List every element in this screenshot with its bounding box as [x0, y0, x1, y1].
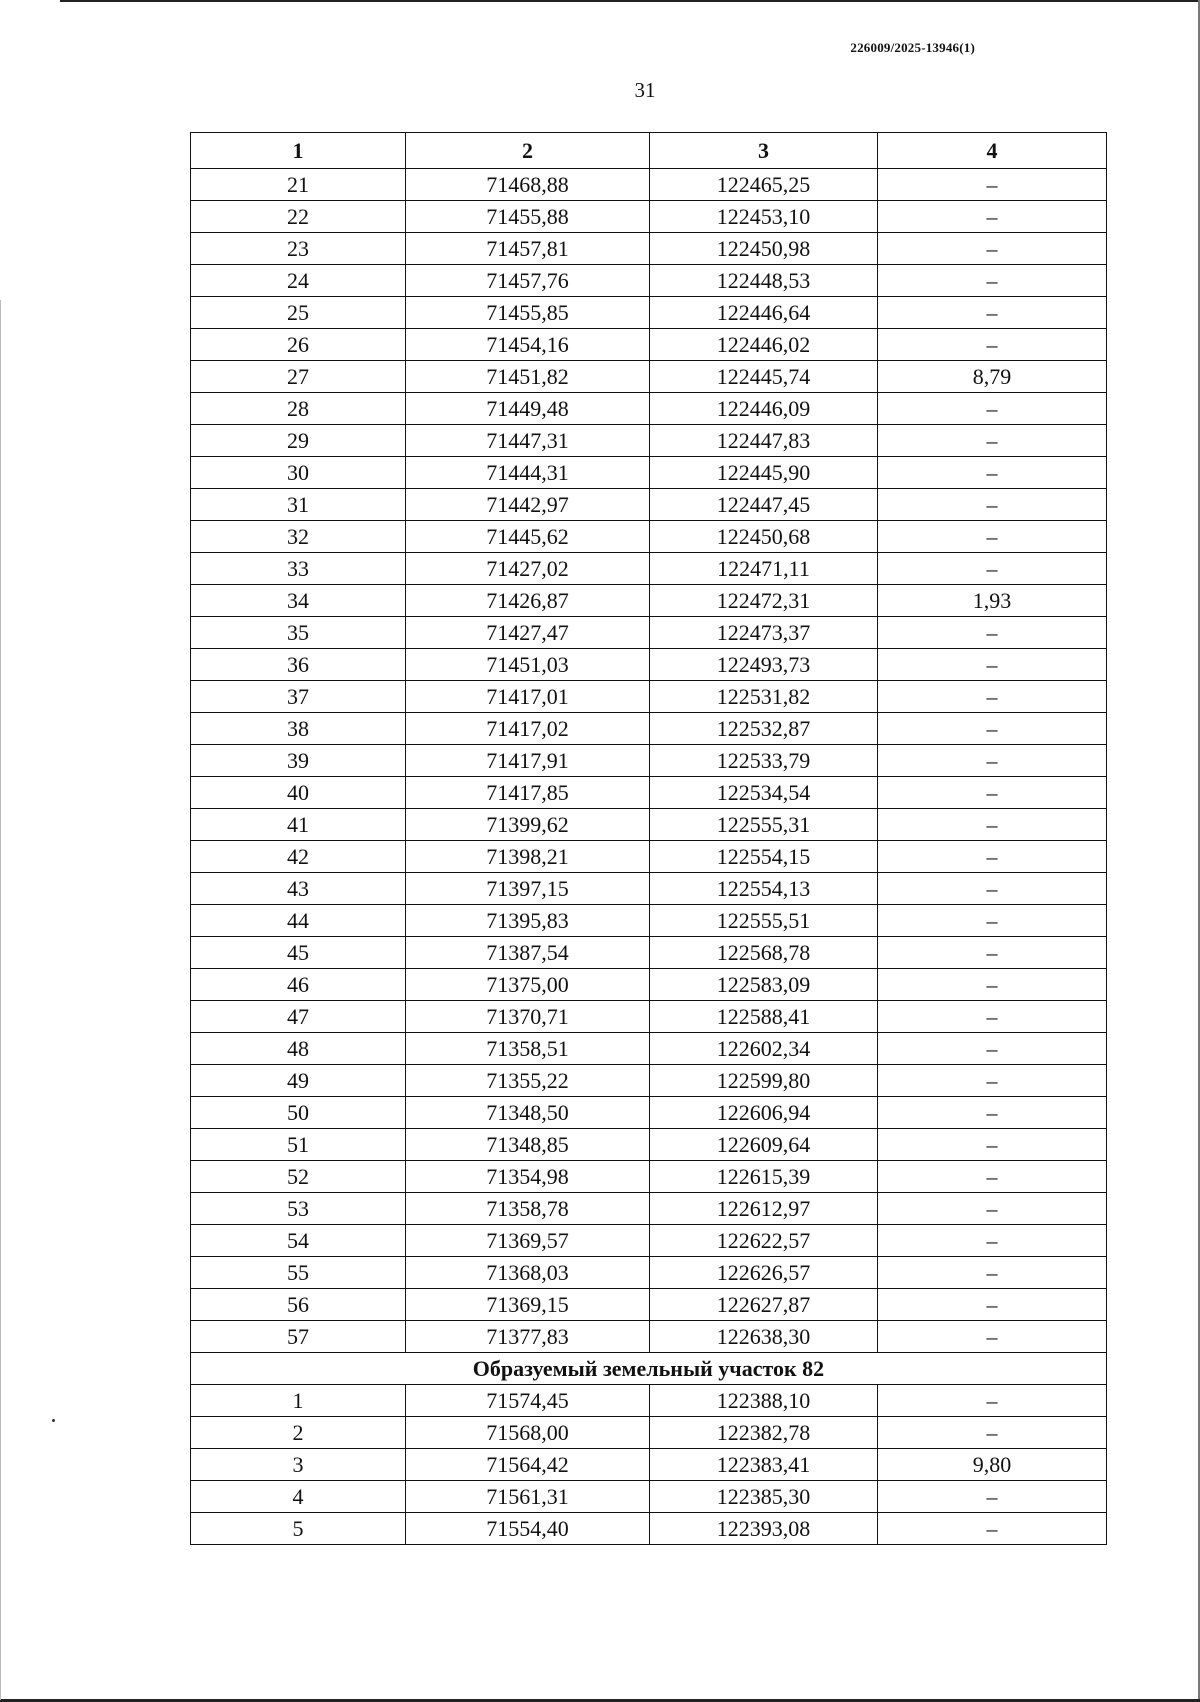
y-coordinate-cell: 122534,54	[650, 777, 878, 809]
table-row	[191, 1001, 1107, 1033]
distance-cell: –	[878, 745, 1107, 777]
distance-cell: 1,93	[878, 585, 1107, 617]
y-coordinate-cell: 122626,57	[650, 1257, 878, 1289]
distance-cell: –	[878, 1065, 1107, 1097]
point-number-cell: 34	[191, 585, 406, 617]
point-number-cell: 42	[191, 841, 406, 873]
y-coordinate-cell: 122393,08	[650, 1513, 878, 1545]
x-coordinate-cell: 71455,88	[406, 201, 650, 233]
table-row	[191, 937, 1107, 969]
distance-cell: 9,80	[878, 1449, 1107, 1481]
x-coordinate-cell: 71375,00	[406, 969, 650, 1001]
distance-cell: –	[878, 1417, 1107, 1449]
y-coordinate-cell: 122554,15	[650, 841, 878, 873]
point-number-cell: 38	[191, 713, 406, 745]
distance-cell: –	[878, 1129, 1107, 1161]
table-row	[191, 745, 1107, 777]
x-coordinate-cell: 71358,78	[406, 1193, 650, 1225]
header-cell: 2	[406, 133, 650, 169]
y-coordinate-cell: 122555,51	[650, 905, 878, 937]
x-coordinate-cell: 71397,15	[406, 873, 650, 905]
distance-cell: –	[878, 1001, 1107, 1033]
document-id: 226009/2025-13946(1)	[850, 40, 975, 55]
point-number-cell: 25	[191, 297, 406, 329]
table-row	[191, 1385, 1107, 1417]
x-coordinate-cell: 71377,83	[406, 1321, 650, 1353]
x-coordinate-cell: 71354,98	[406, 1161, 650, 1193]
y-coordinate-cell: 122602,34	[650, 1033, 878, 1065]
y-coordinate-cell: 122446,64	[650, 297, 878, 329]
y-coordinate-cell: 122448,53	[650, 265, 878, 297]
point-number-cell: 35	[191, 617, 406, 649]
x-coordinate-cell: 71468,88	[406, 169, 650, 201]
scan-border-left	[0, 300, 1, 1700]
y-coordinate-cell: 122533,79	[650, 745, 878, 777]
header-cell: 3	[650, 133, 878, 169]
x-coordinate-cell: 71449,48	[406, 393, 650, 425]
distance-cell: –	[878, 809, 1107, 841]
distance-cell: –	[878, 329, 1107, 361]
table-row	[191, 617, 1107, 649]
x-coordinate-cell: 71369,15	[406, 1289, 650, 1321]
distance-cell: –	[878, 1385, 1107, 1417]
table-row	[191, 1257, 1107, 1289]
point-number-cell: 45	[191, 937, 406, 969]
table-header-row	[191, 133, 1107, 169]
table-row	[191, 1449, 1107, 1481]
distance-cell: –	[878, 841, 1107, 873]
point-number-cell: 30	[191, 457, 406, 489]
distance-cell: –	[878, 1097, 1107, 1129]
distance-cell: –	[878, 969, 1107, 1001]
y-coordinate-cell: 122531,82	[650, 681, 878, 713]
x-coordinate-cell: 71417,91	[406, 745, 650, 777]
y-coordinate-cell: 122609,64	[650, 1129, 878, 1161]
table-row	[191, 201, 1107, 233]
table-row	[191, 169, 1107, 201]
scan-speck	[52, 1419, 55, 1422]
y-coordinate-cell: 122383,41	[650, 1449, 878, 1481]
point-number-cell: 54	[191, 1225, 406, 1257]
x-coordinate-cell: 71564,42	[406, 1449, 650, 1481]
y-coordinate-cell: 122493,73	[650, 649, 878, 681]
y-coordinate-cell: 122588,41	[650, 1001, 878, 1033]
table-row	[191, 809, 1107, 841]
distance-cell: –	[878, 617, 1107, 649]
point-number-cell: 27	[191, 361, 406, 393]
y-coordinate-cell: 122450,68	[650, 521, 878, 553]
table-row	[191, 1161, 1107, 1193]
x-coordinate-cell: 71427,47	[406, 617, 650, 649]
point-number-cell: 44	[191, 905, 406, 937]
table-row	[191, 1321, 1107, 1353]
point-number-cell: 43	[191, 873, 406, 905]
x-coordinate-cell: 71417,02	[406, 713, 650, 745]
point-number-cell: 39	[191, 745, 406, 777]
distance-cell: –	[878, 1033, 1107, 1065]
y-coordinate-cell: 122450,98	[650, 233, 878, 265]
x-coordinate-cell: 71358,51	[406, 1033, 650, 1065]
y-coordinate-cell: 122638,30	[650, 1321, 878, 1353]
y-coordinate-cell: 122445,90	[650, 457, 878, 489]
y-coordinate-cell: 122447,45	[650, 489, 878, 521]
y-coordinate-cell: 122446,02	[650, 329, 878, 361]
table-row	[191, 233, 1107, 265]
table-row	[191, 1481, 1107, 1513]
table-row	[191, 1129, 1107, 1161]
header-cell: 4	[878, 133, 1107, 169]
distance-cell: –	[878, 521, 1107, 553]
point-number-cell: 23	[191, 233, 406, 265]
point-number-cell: 33	[191, 553, 406, 585]
x-coordinate-cell: 71426,87	[406, 585, 650, 617]
x-coordinate-cell: 71355,22	[406, 1065, 650, 1097]
y-coordinate-cell: 122583,09	[650, 969, 878, 1001]
distance-cell: –	[878, 937, 1107, 969]
x-coordinate-cell: 71387,54	[406, 937, 650, 969]
table-row	[191, 681, 1107, 713]
y-coordinate-cell: 122385,30	[650, 1481, 878, 1513]
distance-cell: –	[878, 393, 1107, 425]
table-row	[191, 553, 1107, 585]
y-coordinate-cell: 122473,37	[650, 617, 878, 649]
distance-cell: –	[878, 1513, 1107, 1545]
x-coordinate-cell: 71561,31	[406, 1481, 650, 1513]
x-coordinate-cell: 71348,50	[406, 1097, 650, 1129]
y-coordinate-cell: 122622,57	[650, 1225, 878, 1257]
point-number-cell: 31	[191, 489, 406, 521]
table-row	[191, 873, 1107, 905]
point-number-cell: 52	[191, 1161, 406, 1193]
point-number-cell: 55	[191, 1257, 406, 1289]
x-coordinate-cell: 71399,62	[406, 809, 650, 841]
table-row	[191, 777, 1107, 809]
y-coordinate-cell: 122447,83	[650, 425, 878, 457]
x-coordinate-cell: 71417,85	[406, 777, 650, 809]
x-coordinate-cell: 71451,03	[406, 649, 650, 681]
table-row	[191, 1193, 1107, 1225]
table-row	[191, 1033, 1107, 1065]
point-number-cell: 5	[191, 1513, 406, 1545]
table-row	[191, 361, 1107, 393]
x-coordinate-cell: 71445,62	[406, 521, 650, 553]
y-coordinate-cell: 122445,74	[650, 361, 878, 393]
x-coordinate-cell: 71455,85	[406, 297, 650, 329]
x-coordinate-cell: 71447,31	[406, 425, 650, 457]
distance-cell: –	[878, 201, 1107, 233]
distance-cell: –	[878, 681, 1107, 713]
point-number-cell: 40	[191, 777, 406, 809]
table-row	[191, 393, 1107, 425]
distance-cell: 8,79	[878, 361, 1107, 393]
x-coordinate-cell: 71444,31	[406, 457, 650, 489]
y-coordinate-cell: 122382,78	[650, 1417, 878, 1449]
point-number-cell: 36	[191, 649, 406, 681]
y-coordinate-cell: 122555,31	[650, 809, 878, 841]
distance-cell: –	[878, 489, 1107, 521]
point-number-cell: 53	[191, 1193, 406, 1225]
x-coordinate-cell: 71368,03	[406, 1257, 650, 1289]
y-coordinate-cell: 122453,10	[650, 201, 878, 233]
x-coordinate-cell: 71348,85	[406, 1129, 650, 1161]
y-coordinate-cell: 122627,87	[650, 1289, 878, 1321]
table-row	[191, 905, 1107, 937]
distance-cell: –	[878, 265, 1107, 297]
y-coordinate-cell: 122446,09	[650, 393, 878, 425]
point-number-cell: 4	[191, 1481, 406, 1513]
x-coordinate-cell: 71451,82	[406, 361, 650, 393]
point-number-cell: 56	[191, 1289, 406, 1321]
distance-cell: –	[878, 1161, 1107, 1193]
point-number-cell: 24	[191, 265, 406, 297]
point-number-cell: 21	[191, 169, 406, 201]
y-coordinate-cell: 122568,78	[650, 937, 878, 969]
distance-cell: –	[878, 297, 1107, 329]
y-coordinate-cell: 122472,31	[650, 585, 878, 617]
distance-cell: –	[878, 649, 1107, 681]
distance-cell: –	[878, 873, 1107, 905]
table-row	[191, 457, 1107, 489]
distance-cell: –	[878, 169, 1107, 201]
section-title: Образуемый земельный участок 82	[191, 1353, 1107, 1385]
x-coordinate-cell: 71574,45	[406, 1385, 650, 1417]
point-number-cell: 49	[191, 1065, 406, 1097]
distance-cell: –	[878, 1321, 1107, 1353]
point-number-cell: 41	[191, 809, 406, 841]
table-row	[191, 521, 1107, 553]
table-row	[191, 1065, 1107, 1097]
distance-cell: –	[878, 1225, 1107, 1257]
x-coordinate-cell: 71442,97	[406, 489, 650, 521]
table-row	[191, 841, 1107, 873]
section-row	[191, 1353, 1107, 1385]
header-cell: 1	[191, 133, 406, 169]
table-row	[191, 297, 1107, 329]
y-coordinate-cell: 122465,25	[650, 169, 878, 201]
distance-cell: –	[878, 777, 1107, 809]
table-row	[191, 649, 1107, 681]
point-number-cell: 26	[191, 329, 406, 361]
x-coordinate-cell: 71398,21	[406, 841, 650, 873]
distance-cell: –	[878, 1193, 1107, 1225]
table-row	[191, 425, 1107, 457]
y-coordinate-cell: 122532,87	[650, 713, 878, 745]
point-number-cell: 46	[191, 969, 406, 1001]
table-row	[191, 329, 1107, 361]
table-row	[191, 1417, 1107, 1449]
point-number-cell: 2	[191, 1417, 406, 1449]
point-number-cell: 1	[191, 1385, 406, 1417]
point-number-cell: 22	[191, 201, 406, 233]
table-row	[191, 265, 1107, 297]
x-coordinate-cell: 71369,57	[406, 1225, 650, 1257]
point-number-cell: 37	[191, 681, 406, 713]
point-number-cell: 3	[191, 1449, 406, 1481]
scan-border-top	[60, 0, 1200, 2]
distance-cell: –	[878, 233, 1107, 265]
point-number-cell: 29	[191, 425, 406, 457]
distance-cell: –	[878, 457, 1107, 489]
table-row	[191, 969, 1107, 1001]
point-number-cell: 50	[191, 1097, 406, 1129]
y-coordinate-cell: 122612,97	[650, 1193, 878, 1225]
table-row	[191, 585, 1107, 617]
x-coordinate-cell: 71554,40	[406, 1513, 650, 1545]
distance-cell: –	[878, 905, 1107, 937]
distance-cell: –	[878, 553, 1107, 585]
table-row	[191, 1097, 1107, 1129]
x-coordinate-cell: 71454,16	[406, 329, 650, 361]
y-coordinate-cell: 122554,13	[650, 873, 878, 905]
x-coordinate-cell: 71457,76	[406, 265, 650, 297]
coordinates-table	[190, 132, 1107, 1545]
x-coordinate-cell: 71427,02	[406, 553, 650, 585]
distance-cell: –	[878, 425, 1107, 457]
y-coordinate-cell: 122599,80	[650, 1065, 878, 1097]
point-number-cell: 28	[191, 393, 406, 425]
distance-cell: –	[878, 1481, 1107, 1513]
table-row	[191, 1513, 1107, 1545]
table-row	[191, 1225, 1107, 1257]
point-number-cell: 47	[191, 1001, 406, 1033]
x-coordinate-cell: 71568,00	[406, 1417, 650, 1449]
table-row	[191, 1289, 1107, 1321]
point-number-cell: 32	[191, 521, 406, 553]
y-coordinate-cell: 122471,11	[650, 553, 878, 585]
x-coordinate-cell: 71457,81	[406, 233, 650, 265]
distance-cell: –	[878, 1257, 1107, 1289]
distance-cell: –	[878, 1289, 1107, 1321]
point-number-cell: 57	[191, 1321, 406, 1353]
table-row	[191, 489, 1107, 521]
page-number: 31	[634, 78, 656, 102]
x-coordinate-cell: 71417,01	[406, 681, 650, 713]
y-coordinate-cell: 122606,94	[650, 1097, 878, 1129]
x-coordinate-cell: 71395,83	[406, 905, 650, 937]
table-row	[191, 713, 1107, 745]
point-number-cell: 51	[191, 1129, 406, 1161]
point-number-cell: 48	[191, 1033, 406, 1065]
y-coordinate-cell: 122388,10	[650, 1385, 878, 1417]
y-coordinate-cell: 122615,39	[650, 1161, 878, 1193]
distance-cell: –	[878, 713, 1107, 745]
x-coordinate-cell: 71370,71	[406, 1001, 650, 1033]
